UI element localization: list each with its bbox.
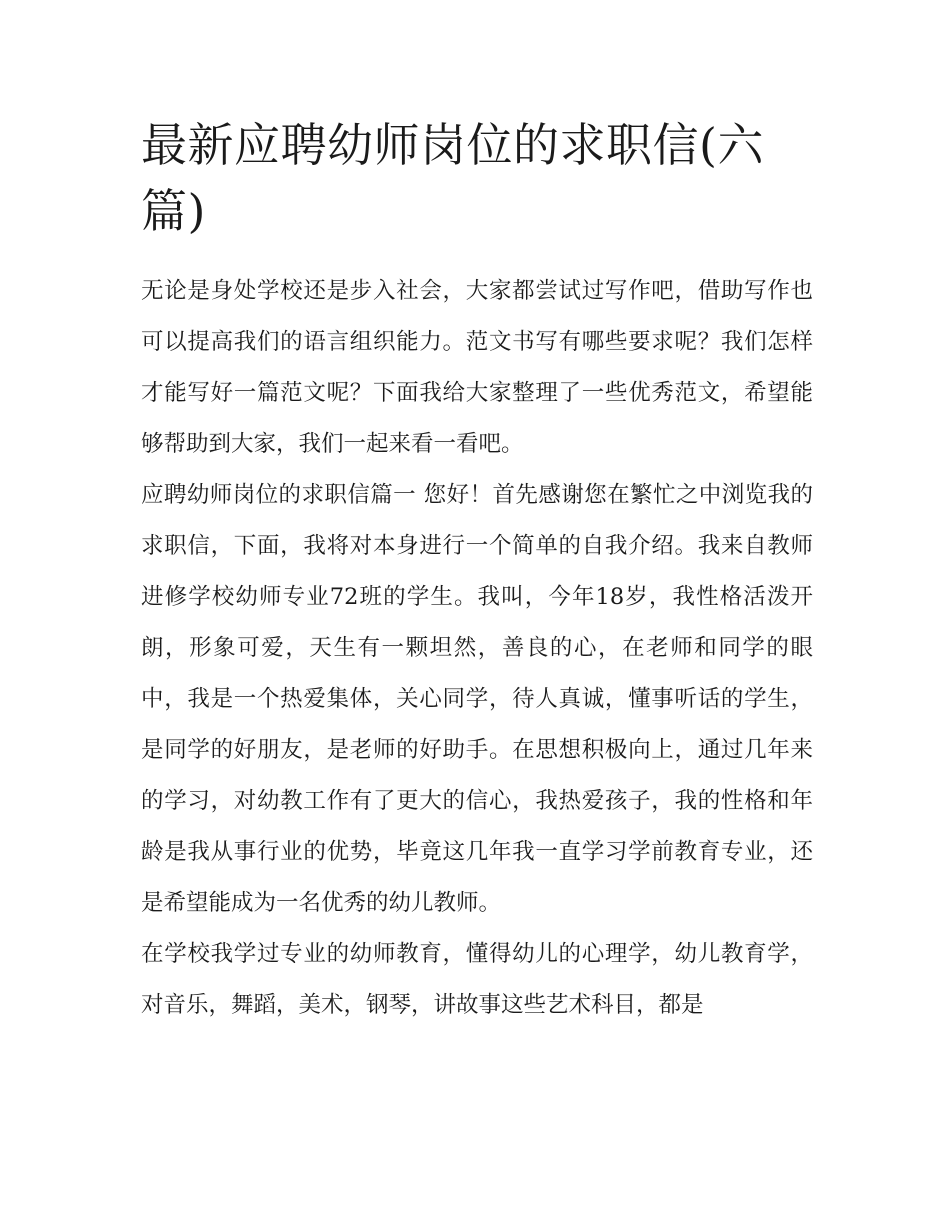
letter-paragraph-2: 在学校我学过专业的幼师教育，懂得幼儿的心理学，幼儿教育学，对音乐，舞蹈，美术，钢琴，讲故事这些艺术科目，都是 — [141, 941, 813, 1018]
document-page — [141, 112, 813, 1031]
intro-paragraph: 无论是身处学校还是步入社会，大家都尝试过写作吧，借助写作也可以提高我们的语言组织能力。范文书写有哪些要求呢？我们怎样才能写好一篇范文呢？下面我给大家整理了一些优秀范文，希望能够帮助到大家，我们一起来看一看吧。 — [141, 278, 813, 457]
letter-paragraph-1: 应聘幼师岗位的求职信篇一 您好！首先感谢您在繁忙之中浏览我的求职信，下面，我将对本身进行一个简单的自我介绍。我来自教师进修学校幼师专业72班的学生。我叫，今年18岁，我性格活泼开朗，形象可爱，天生有一颗坦然，善良的心，在老师和同学的眼中，我是一个热爱集体，关心同学，待人真诚，懂事听话的学生，是同学的好朋友，是老师的好助手。在思想积极向上，通过几年来的学习，对幼教工作有了更大的信心，我热爱孩子，我的性格和年龄是我从事行业的优势，毕竟这几年我一直学习学前教育专业，还是希望能成为一名优秀的幼儿教师。 — [141, 482, 813, 916]
document-title: 最新应聘幼师岗位的求职信(六篇) — [141, 118, 764, 238]
